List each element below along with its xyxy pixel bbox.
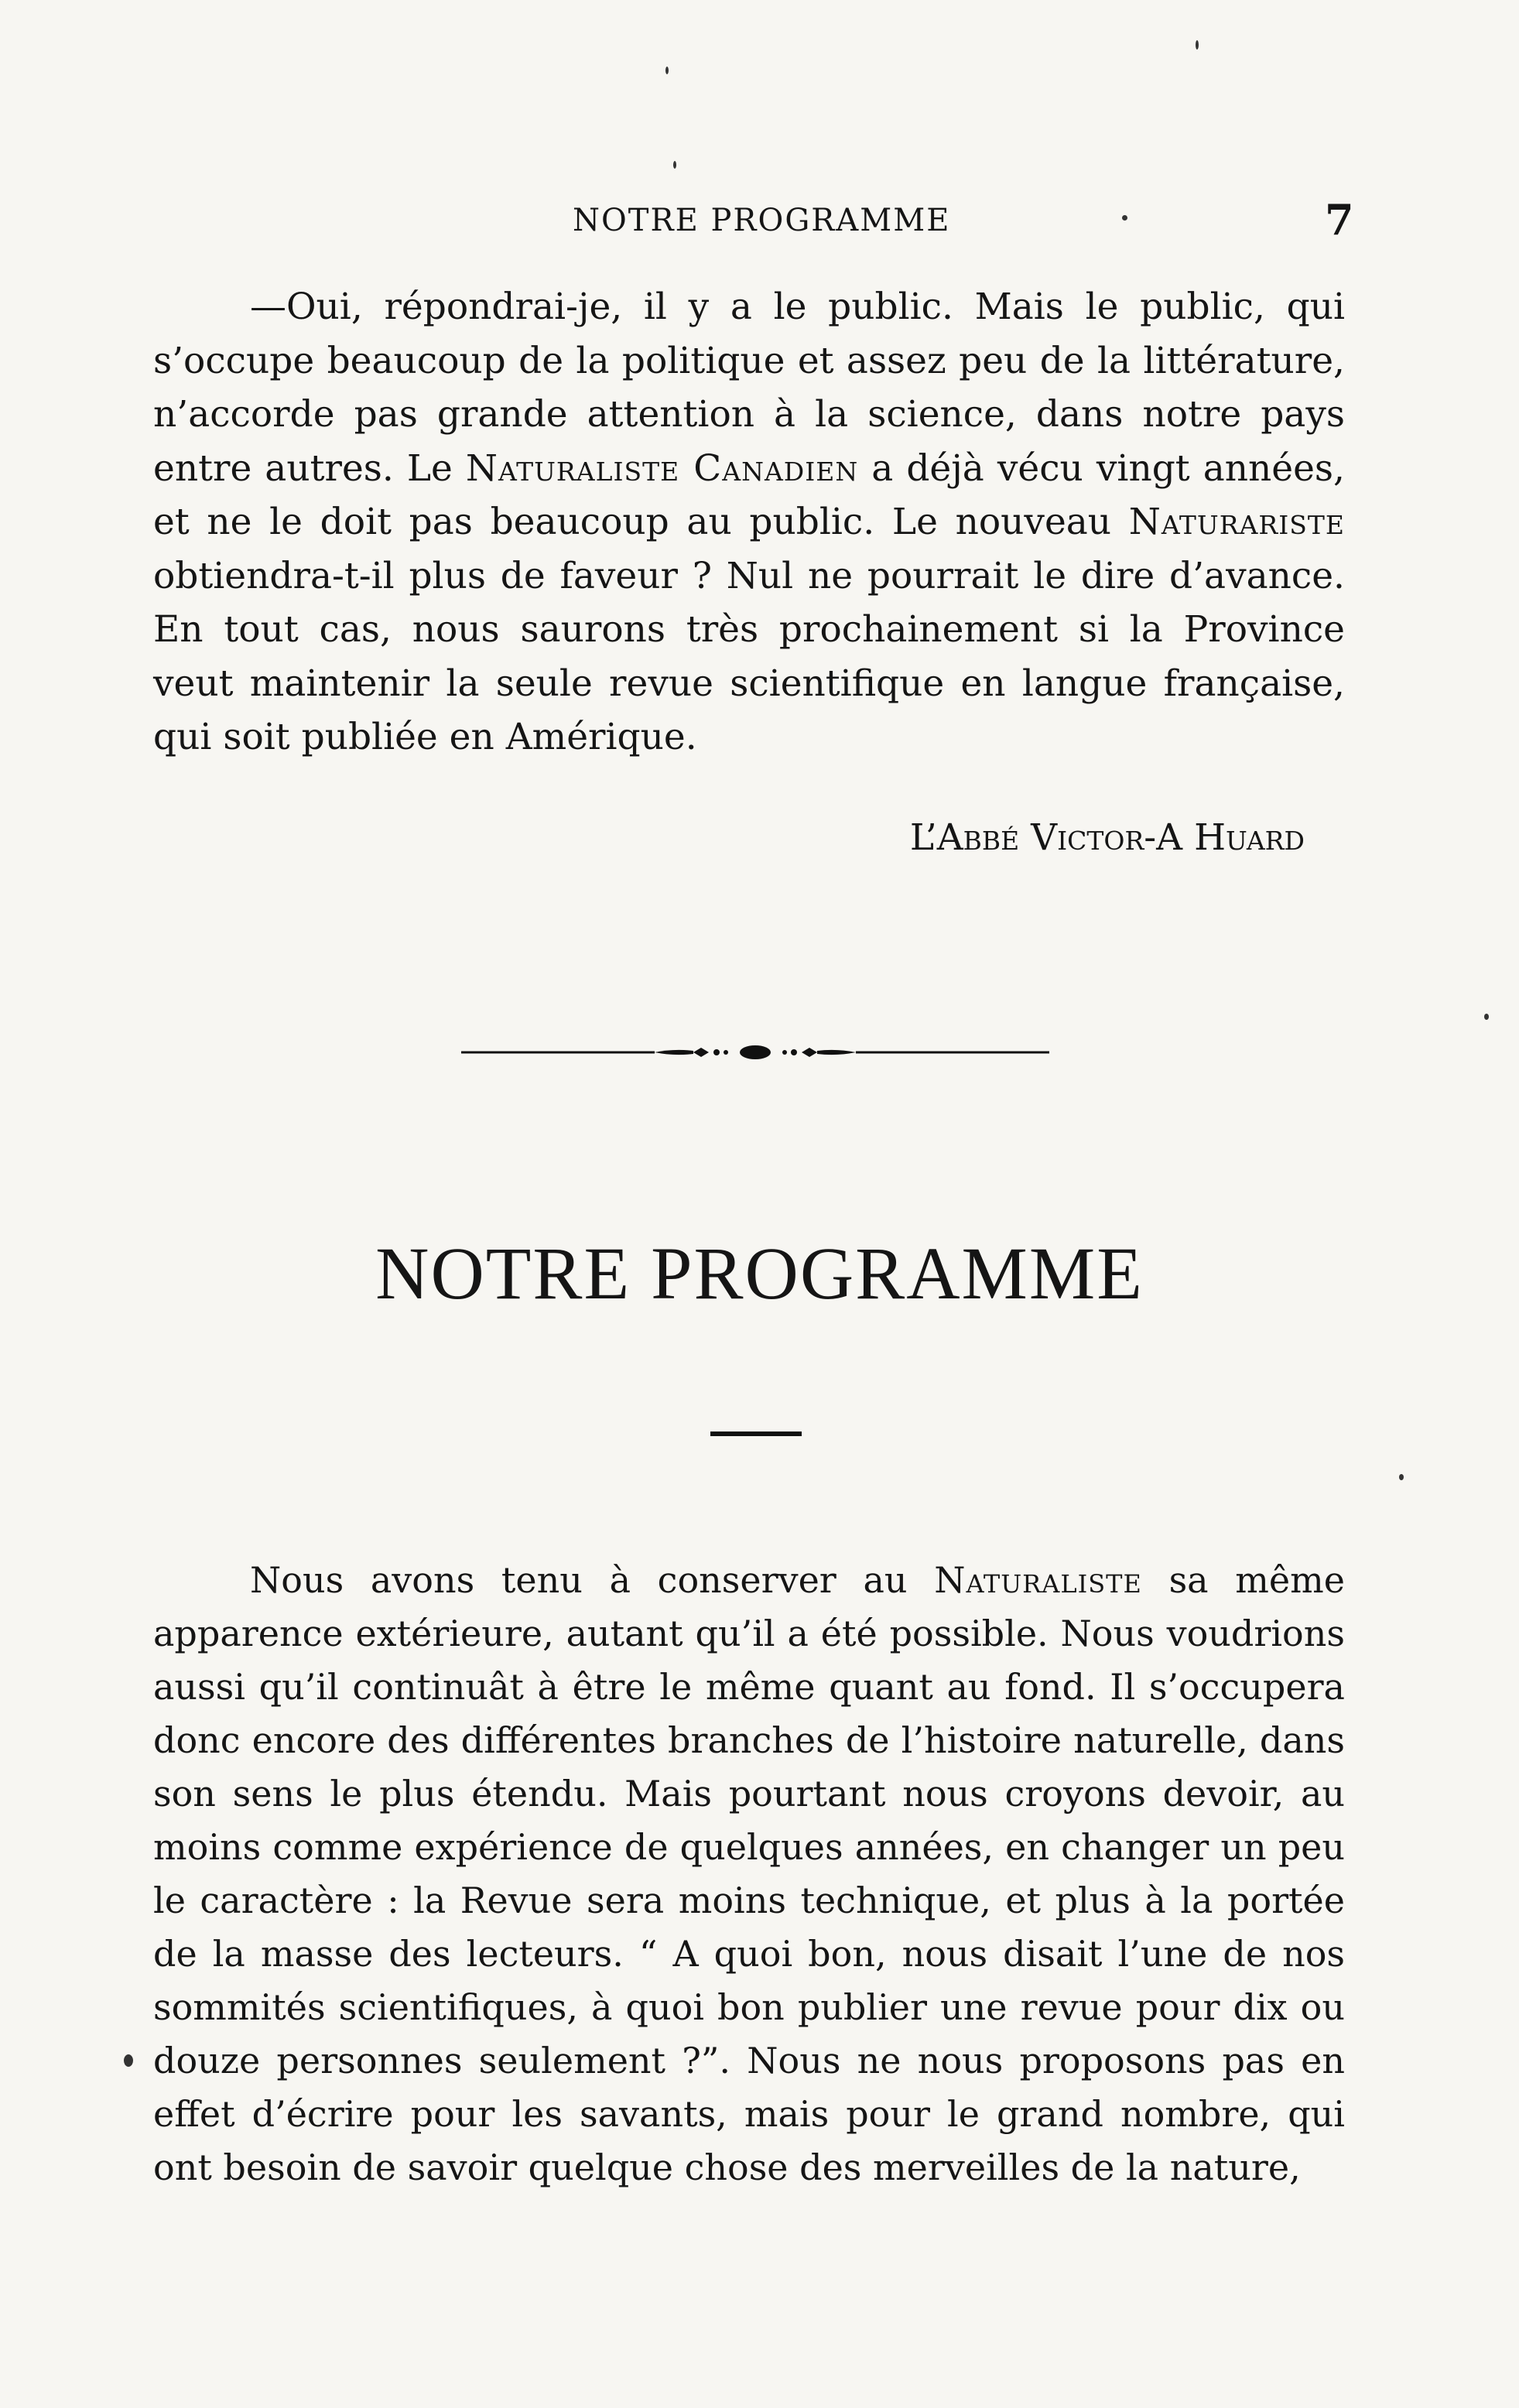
ink-speck (124, 2054, 133, 2067)
text-run: Nous avons tenu à conserver au (250, 1559, 935, 1601)
author-signature: L’Abbé Victor-A Huard (909, 816, 1305, 859)
ink-speck (1196, 40, 1199, 50)
paragraph (153, 1554, 1345, 2194)
journal-name: Naturariste (1128, 501, 1345, 543)
ornamental-divider (461, 1037, 1049, 1068)
text-run: —Oui, répondrai-je, il y a le public. Mais le public, qui s’occupe beaucoup de la politique et assez peu de la littérature, n’accorde pas grande attention à la science, dans notre pays entre autres. Le (153, 286, 1345, 490)
ink-speck (673, 161, 676, 169)
text-run: sa même apparence extérieure, autant qu’il a été possible. Nous voudrions aussi qu’il continuât à être le même quant au fond. Il s’occupera donc encore des différentes branches de l’histoire naturelle, dans son sens le plus étendu. Mais pourtant nous croyons devoir, au moins comme expérience de quelques années, en changer un peu le caractère : la Revue sera moins technique, et plus à la portée de la masse des lecteurs. “ A quoi bon, nous disait l’une de nos sommités scientifiques, à quoi bon publier une revue pour dix ou douze personnes seulement ?”. Nous ne nous proposons pas en effet d’écrire pour les savants, mais pour le grand nombre, qui ont besoin de savoir quelque chose des merveilles de la nature, (153, 1559, 1345, 2188)
programme-text (153, 1554, 1345, 2194)
text-run: obtiendra-t-il plus de faveur ? Nul ne pourrait le dire d’avance. En tout cas, nous saurons très prochainement si la Province veut maintenir la seule revue scientifique en langue française, qui soit publiée en Amérique. (153, 554, 1345, 758)
title-rule (710, 1431, 802, 1436)
paragraph (153, 280, 1345, 764)
article-conclusion (153, 280, 1345, 764)
section-title: NOTRE PROGRAMME (375, 1232, 1144, 1315)
journal-name: Naturaliste Canadien (465, 446, 859, 490)
text-run: a déjà vécu vingt années, et ne le doit pas beaucoup au public. Le nouveau (153, 446, 1345, 543)
page-number: 7 (1325, 195, 1354, 245)
ink-speck (1399, 1474, 1404, 1480)
ink-speck (1484, 1014, 1489, 1020)
ink-speck (1122, 215, 1127, 221)
running-head: NOTRE PROGRAMME (573, 203, 951, 238)
ink-speck (665, 67, 669, 74)
journal-name: Naturaliste (934, 1559, 1142, 1601)
